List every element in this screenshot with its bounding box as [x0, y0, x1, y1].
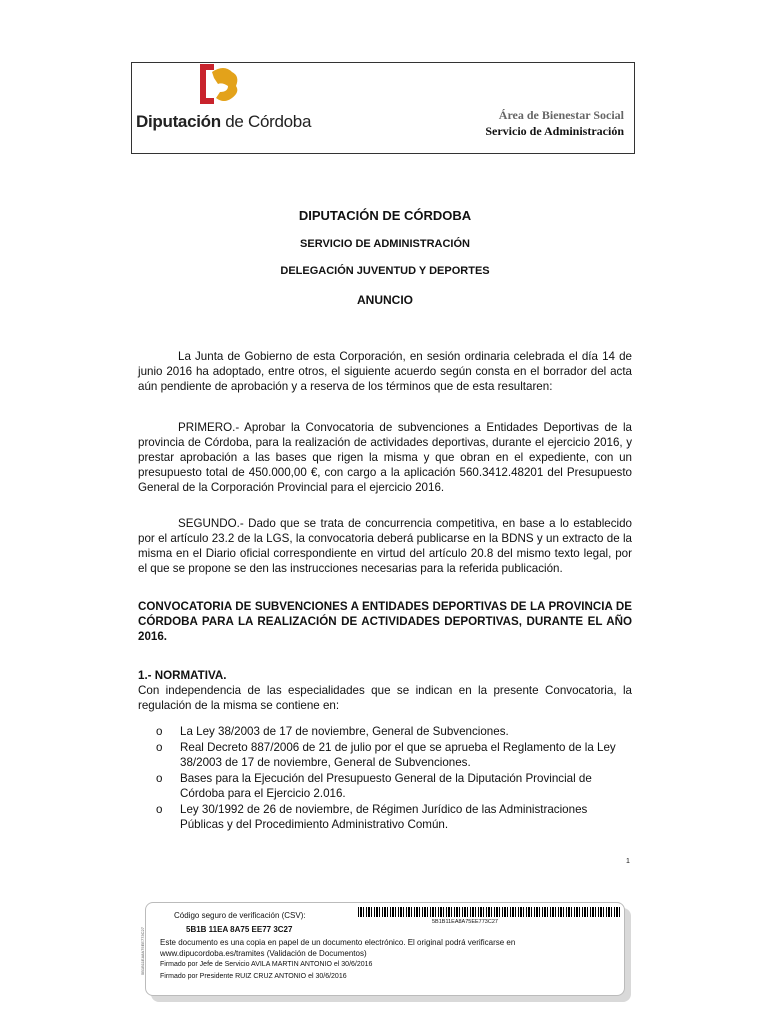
normativa-list [156, 724, 632, 833]
service-title: Servicio de Administración [485, 124, 624, 138]
document-title: DIPUTACIÓN DE CÓRDOBA [298, 208, 472, 223]
normativa-text: Con independencia de las especialidades que se indican en la presente Convocatoria, la regulación de la misma se contiene en: [138, 684, 632, 712]
bullet-icon: o [156, 725, 163, 738]
convocatoria-title: CONVOCATORIA DE SUBVENCIONES A ENTIDADES DEPORTIVAS DE LA PROVINCIA DE CÓRDOBA PARA LA REALIZACIÓN DE ACTIVIDADES DEPORTIVAS, DURANTE EL AÑO 2016. [138, 600, 632, 643]
bullet-icon: o [156, 741, 163, 754]
list-item: o Ley 30/1992 de 26 de noviembre, de Régimen Jurídico de las Administraciones Públicas y del Procedimiento Administrativo Común. [156, 803, 588, 831]
signed-by-president: Firmado por Presidente RUIZ CRUZ ANTONIO el 30/6/2016 [160, 973, 347, 980]
csv-label: Código seguro de verificación (CSV): [174, 911, 306, 920]
segundo-paragraph: SEGUNDO.- Dado que se trata de concurrencia competitiva, en base a lo establecido por el artículo 23.2 de la LGS, la convocatoria deberá publicarse en la BDNS y un extracto de la misma en el Diario oficial correspondiente en virtud del artículo 20.8 del mismo texto legal, por el que se propone se den las instrucciones necesarias para la referida publicación. [138, 517, 632, 575]
delegation-heading: DELEGACIÓN JUVENTUD Y DEPORTES [280, 265, 490, 277]
intro-paragraph: La Junta de Gobierno de esta Corporación, en sesión ordinaria celebrada el día 14 de junio 2016 ha adoptado, entre otros, el siguiente acuerdo según consta en el borrador del acta aún pendiente de aprobación y a reserva de los términos que de esta resultaren: [138, 350, 632, 393]
normativa-heading: 1.- NORMATIVA. [138, 669, 227, 682]
service-heading: SERVICIO DE ADMINISTRACIÓN [300, 238, 470, 250]
list-item: o Bases para la Ejecución del Presupuesto General de la Diputación Provincial de Córdoba para el Ejercicio 2.016. [156, 772, 592, 800]
side-csv-text: 5B1B11EA8A75EE773C27 [140, 927, 145, 975]
csv-code: 5B1B 11EA 8A75 EE77 3C27 [186, 925, 293, 934]
page-number: 1 [626, 858, 630, 865]
list-item: o Real Decreto 887/2006 de 21 de julio por el que se aprueba el Reglamento de la Ley 38/2003 de 17 de noviembre, General de Subvenciones. [156, 741, 616, 769]
diputacion-logo-icon [194, 62, 242, 106]
verification-note: Este documento es una copia en papel de un documento electrónico. El original podrá verificarse en www.dipucordoba.es/tramites (Validación de Documentos) [160, 938, 516, 958]
bullet-icon: o [156, 803, 163, 816]
list-item: o La Ley 38/2003 de 17 de noviembre, General de Subvenciones. [156, 725, 509, 738]
bullet-icon: o [156, 772, 163, 785]
area-title: Área de Bienestar Social [498, 108, 624, 122]
barcode-icon [358, 907, 622, 917]
logo-wordmark: Diputación de Córdoba [136, 112, 312, 131]
announcement-heading: ANUNCIO [357, 293, 413, 307]
primero-paragraph: PRIMERO.- Aprobar la Convocatoria de subvenciones a Entidades Deportivas de la provincia de Córdoba, para la realización de actividades deportivas, durante el ejercicio 2016, y prestar aprobación a las bases que rigen la misma y que obran en el expediente, con un presupuesto total de 450.000,00 €, con cargo a la aplicación 560.3412.48201 del Presupuesto General de la Corporación Provincial para el ejercicio 2016. [138, 421, 632, 494]
barcode-text: 5B1B11EA8A75EE773C27 [432, 919, 498, 925]
signed-by-head: Firmado por Jefe de Servicio AVILA MARTIN ANTONIO el 30/6/2016 [160, 961, 373, 968]
